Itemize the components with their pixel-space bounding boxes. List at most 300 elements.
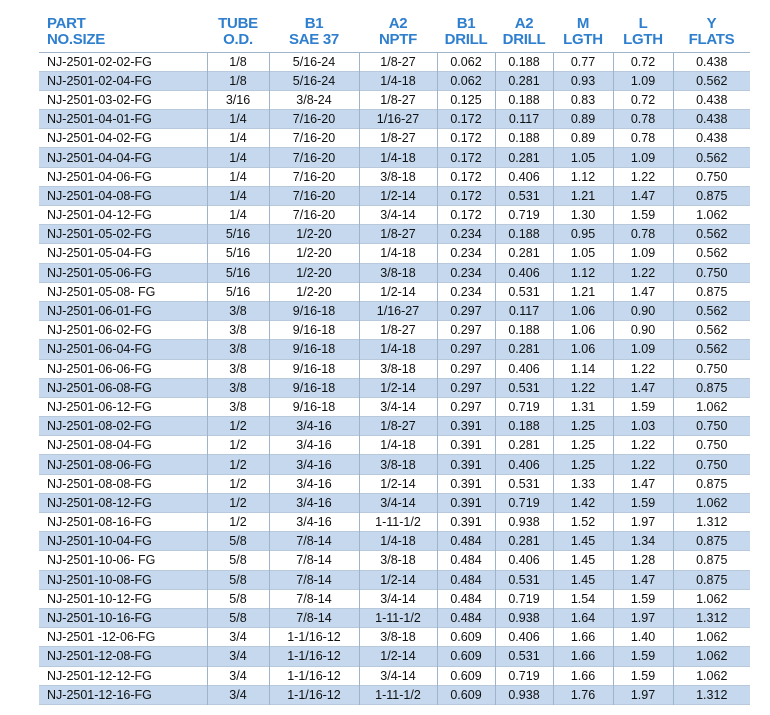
table-cell: 0.438 [673,129,750,148]
part-number-cell: NJ-2501-10-06- FG [39,551,207,570]
table-cell: 0.406 [495,167,553,186]
column-header-8 [673,10,750,52]
table-cell: 0.062 [437,52,495,71]
part-number-cell: NJ-2501-03-02-FG [39,90,207,109]
table-cell: 1.59 [613,647,673,666]
table-cell: 1.52 [553,513,613,532]
table-cell: 3/4-16 [269,436,359,455]
table-cell: 0.406 [495,359,553,378]
table-cell: 0.172 [437,167,495,186]
table-cell: 3/4-16 [269,513,359,532]
table-cell: 0.93 [553,71,613,90]
table-cell: 1.05 [553,244,613,263]
table-cell: 0.750 [673,263,750,282]
table-cell: 0.89 [553,129,613,148]
table-cell: 1.06 [553,321,613,340]
part-number-cell: NJ-2501-05-06-FG [39,263,207,282]
table-cell: 1/8-27 [359,225,437,244]
column-header-line1: Y [706,14,717,32]
column-header-7 [613,10,673,52]
table-cell: 0.172 [437,148,495,167]
table-cell: 0.875 [673,551,750,570]
table-cell: 1/8 [207,71,269,90]
table-cell: 0.234 [437,225,495,244]
table-cell: 1.47 [613,570,673,589]
table-row [39,52,750,71]
table-cell: 1/2-20 [269,282,359,301]
table-cell: 1.28 [613,551,673,570]
table-cell: 5/8 [207,532,269,551]
table-cell: 1/2-14 [359,186,437,205]
table-cell: 3/4 [207,666,269,685]
part-number-cell: NJ-2501-10-04-FG [39,532,207,551]
table-cell: 1/2 [207,493,269,512]
table-cell: 1.97 [613,608,673,627]
table-row [39,513,750,532]
column-header-line1: PART [47,14,86,32]
table-cell: 0.875 [673,474,750,493]
table-cell: 1.22 [613,359,673,378]
table-row [39,417,750,436]
table-cell: 1.54 [553,589,613,608]
table-cell: 9/16-18 [269,321,359,340]
table-row [39,129,750,148]
table-cell: 0.562 [673,71,750,90]
part-number-cell: NJ-2501-10-08-FG [39,570,207,589]
table-cell: 0.95 [553,225,613,244]
table-cell: 0.281 [495,148,553,167]
table-cell: 0.77 [553,52,613,71]
table-cell: 1.45 [553,570,613,589]
table-cell: 7/8-14 [269,570,359,589]
table-cell: 0.609 [437,647,495,666]
table-cell: 1/2 [207,455,269,474]
table-cell: 0.750 [673,436,750,455]
table-cell: 1.09 [613,71,673,90]
table-cell: 0.531 [495,570,553,589]
table-cell: 0.562 [673,340,750,359]
table-cell: 5/8 [207,570,269,589]
table-cell: 0.281 [495,71,553,90]
table-row [39,493,750,512]
table-row [39,167,750,186]
table-cell: 7/16-20 [269,206,359,225]
table-cell: 1.12 [553,263,613,282]
part-number-cell: NJ-2501-12-12-FG [39,666,207,685]
table-cell: 3/8-24 [269,90,359,109]
table-cell: 0.438 [673,90,750,109]
table-cell: 0.719 [495,666,553,685]
table-cell: 0.125 [437,90,495,109]
table-cell: 1.06 [553,340,613,359]
table-cell: 1.09 [613,340,673,359]
table-cell: 1-11-1/2 [359,685,437,704]
table-cell: 0.406 [495,628,553,647]
table-row [39,474,750,493]
column-header-5 [495,10,553,52]
table-cell: 0.062 [437,71,495,90]
column-header-line1: A2 [514,14,534,32]
table-cell: 7/16-20 [269,186,359,205]
table-row [39,148,750,167]
table-row [39,225,750,244]
table-cell: 1.59 [613,589,673,608]
column-header-line2: O.D. [223,30,253,48]
table-cell: 1/4-18 [359,436,437,455]
table-row [39,71,750,90]
table-cell: 0.391 [437,417,495,436]
table-cell: 0.78 [613,110,673,129]
table-cell: 1/4-18 [359,340,437,359]
table-cell: 0.172 [437,206,495,225]
spec-table-container [39,10,750,705]
table-row [39,608,750,627]
table-cell: 0.391 [437,493,495,512]
table-cell: 0.117 [495,301,553,320]
part-number-cell: NJ-2501-05-02-FG [39,225,207,244]
column-header-6 [553,10,613,52]
table-cell: 0.172 [437,129,495,148]
table-row [39,589,750,608]
table-row [39,282,750,301]
table-row [39,397,750,416]
table-cell: 0.719 [495,397,553,416]
table-cell: 3/8-18 [359,628,437,647]
part-number-cell: NJ-2501-04-04-FG [39,148,207,167]
table-cell: 0.188 [495,129,553,148]
table-cell: 0.531 [495,474,553,493]
part-number-cell: NJ-2501-06-01-FG [39,301,207,320]
table-cell: 3/4-14 [359,206,437,225]
part-number-cell: NJ-2501-12-08-FG [39,647,207,666]
part-number-cell: NJ-2501-06-08-FG [39,378,207,397]
table-cell: 7/16-20 [269,129,359,148]
table-row [39,206,750,225]
column-header-line1: M [576,14,590,32]
table-cell: 3/4-16 [269,493,359,512]
table-cell: 0.484 [437,570,495,589]
table-cell: 0.609 [437,685,495,704]
part-number-cell: NJ-2501-08-04-FG [39,436,207,455]
column-header-line2: FLATS [688,30,735,48]
table-cell: 1/2-20 [269,244,359,263]
table-cell: 5/16 [207,263,269,282]
table-cell: 0.297 [437,378,495,397]
table-cell: 1.062 [673,493,750,512]
table-cell: 0.609 [437,628,495,647]
table-cell: 1/2-20 [269,263,359,282]
table-cell: 7/8-14 [269,551,359,570]
table-cell: 5/16 [207,282,269,301]
table-cell: 1.59 [613,206,673,225]
table-cell: 0.875 [673,570,750,589]
part-number-cell: NJ-2501-05-04-FG [39,244,207,263]
table-cell: 0.719 [495,589,553,608]
table-cell: 1.12 [553,167,613,186]
header-row [39,10,750,52]
table-cell: 3/8 [207,301,269,320]
table-row [39,532,750,551]
table-cell: 9/16-18 [269,359,359,378]
table-row [39,186,750,205]
table-row [39,570,750,589]
table-cell: 0.297 [437,321,495,340]
table-cell: 1.66 [553,628,613,647]
table-cell: 0.188 [495,321,553,340]
table-cell: 1-1/16-12 [269,685,359,704]
table-cell: 0.172 [437,110,495,129]
part-number-cell: NJ-2501-06-04-FG [39,340,207,359]
table-cell: 1/8-27 [359,129,437,148]
table-cell: 3/8-18 [359,167,437,186]
table-cell: 1-1/16-12 [269,666,359,685]
table-cell: 3/4-14 [359,397,437,416]
table-cell: 1.062 [673,628,750,647]
table-cell: 3/8-18 [359,263,437,282]
table-cell: 1.25 [553,436,613,455]
table-cell: 0.562 [673,321,750,340]
table-cell: 1.42 [553,493,613,512]
table-cell: 5/16 [207,225,269,244]
table-cell: 3/4 [207,628,269,647]
table-cell: 1.45 [553,551,613,570]
table-cell: 0.531 [495,647,553,666]
table-cell: 0.391 [437,455,495,474]
table-cell: 0.719 [495,206,553,225]
table-cell: 0.750 [673,417,750,436]
table-cell: 0.188 [495,225,553,244]
table-cell: 0.531 [495,378,553,397]
table-cell: 0.281 [495,436,553,455]
table-row [39,321,750,340]
table-cell: 1/16-27 [359,301,437,320]
part-number-cell: NJ-2501-04-08-FG [39,186,207,205]
table-header [39,10,750,52]
part-number-cell: NJ-2501-04-01-FG [39,110,207,129]
table-cell: 3/4-16 [269,417,359,436]
table-row [39,359,750,378]
table-cell: 1/2-14 [359,570,437,589]
table-cell: 0.90 [613,301,673,320]
table-cell: 1.312 [673,513,750,532]
column-header-line2: LGTH [563,30,603,48]
table-cell: 1.09 [613,148,673,167]
table-cell: 1.66 [553,666,613,685]
table-cell: 1.33 [553,474,613,493]
table-cell: 0.484 [437,608,495,627]
table-cell: 1.47 [613,474,673,493]
part-number-cell: NJ-2501-06-06-FG [39,359,207,378]
table-cell: 0.750 [673,455,750,474]
table-cell: 1.47 [613,378,673,397]
part-number-cell: NJ-2501-08-02-FG [39,417,207,436]
table-cell: 1.64 [553,608,613,627]
table-cell: 0.188 [495,52,553,71]
table-cell: 9/16-18 [269,397,359,416]
part-number-cell: NJ-2501-06-12-FG [39,397,207,416]
table-cell: 3/8-18 [359,551,437,570]
table-row [39,263,750,282]
table-cell: 1.25 [553,417,613,436]
table-cell: 5/16-24 [269,52,359,71]
table-cell: 0.438 [673,52,750,71]
table-cell: 1.45 [553,532,613,551]
column-header-line2: DRILL [444,30,488,48]
table-cell: 1/8-27 [359,52,437,71]
table-cell: 1.22 [613,436,673,455]
table-cell: 7/16-20 [269,148,359,167]
table-cell: 1/4-18 [359,71,437,90]
table-cell: 0.938 [495,513,553,532]
table-cell: 0.719 [495,493,553,512]
table-cell: 1/8-27 [359,417,437,436]
table-row [39,628,750,647]
table-cell: 1.03 [613,417,673,436]
table-cell: 1.30 [553,206,613,225]
table-cell: 0.875 [673,532,750,551]
table-cell: 0.281 [495,532,553,551]
part-number-cell: NJ-2501-04-12-FG [39,206,207,225]
table-row [39,110,750,129]
table-cell: 7/16-20 [269,167,359,186]
table-cell: 0.117 [495,110,553,129]
table-cell: 1.22 [613,455,673,474]
table-cell: 3/8-18 [359,455,437,474]
table-cell: 0.938 [495,685,553,704]
part-number-cell: NJ-2501-04-02-FG [39,129,207,148]
part-number-cell: NJ-2501-06-02-FG [39,321,207,340]
part-number-cell: NJ-2501-12-16-FG [39,685,207,704]
table-cell: 0.391 [437,513,495,532]
table-cell: 0.72 [613,90,673,109]
table-cell: 1.59 [613,666,673,685]
table-cell: 1.312 [673,608,750,627]
table-cell: 1/16-27 [359,110,437,129]
table-cell: 0.562 [673,301,750,320]
table-cell: 1.47 [613,186,673,205]
table-cell: 1.31 [553,397,613,416]
column-header-line2: NPTF [379,30,417,48]
table-cell: 0.297 [437,340,495,359]
column-header-line2: SAE 37 [289,30,339,48]
table-cell: 0.609 [437,666,495,685]
table-cell: 1/2 [207,417,269,436]
table-cell: 1/2-20 [269,225,359,244]
table-cell: 3/4-14 [359,493,437,512]
table-cell: 1.21 [553,282,613,301]
table-cell: 1-11-1/2 [359,513,437,532]
part-number-cell: NJ-2501-08-16-FG [39,513,207,532]
table-cell: 1/2-14 [359,647,437,666]
table-cell: 1/4-18 [359,244,437,263]
table-cell: 0.391 [437,436,495,455]
table-cell: 9/16-18 [269,378,359,397]
table-cell: 1.06 [553,301,613,320]
table-cell: 1/8-27 [359,321,437,340]
table-cell: 1/2 [207,513,269,532]
table-cell: 1.062 [673,206,750,225]
table-cell: 0.406 [495,551,553,570]
table-row [39,378,750,397]
table-cell: 3/4 [207,685,269,704]
table-cell: 7/8-14 [269,608,359,627]
table-cell: 0.484 [437,551,495,570]
table-cell: 7/16-20 [269,110,359,129]
table-cell: 1/8-27 [359,90,437,109]
table-cell: 1/4-18 [359,532,437,551]
table-cell: 0.484 [437,532,495,551]
table-cell: 1-11-1/2 [359,608,437,627]
table-cell: 3/8 [207,359,269,378]
table-cell: 3/4-14 [359,589,437,608]
table-cell: 1/4 [207,129,269,148]
table-cell: 3/8 [207,321,269,340]
part-number-cell: NJ-2501-05-08- FG [39,282,207,301]
column-header-line2: NO.SIZE [47,30,105,48]
table-cell: 1.59 [613,493,673,512]
table-cell: 1.22 [613,263,673,282]
table-cell: 1/4-18 [359,148,437,167]
table-cell: 0.188 [495,417,553,436]
table-cell: 0.78 [613,225,673,244]
table-cell: 0.281 [495,244,553,263]
table-cell: 0.89 [553,110,613,129]
table-cell: 0.90 [613,321,673,340]
table-cell: 0.875 [673,378,750,397]
part-number-cell: NJ-2501-10-16-FG [39,608,207,627]
table-cell: 0.297 [437,359,495,378]
column-header-0 [39,10,207,52]
table-cell: 1/4 [207,206,269,225]
table-row [39,244,750,263]
table-cell: 1/2 [207,474,269,493]
table-cell: 1.062 [673,666,750,685]
table-cell: 1.97 [613,685,673,704]
table-cell: 0.484 [437,589,495,608]
table-cell: 5/8 [207,589,269,608]
table-cell: 3/8 [207,397,269,416]
table-cell: 0.188 [495,90,553,109]
table-cell: 1.34 [613,532,673,551]
table-cell: 3/4-16 [269,455,359,474]
table-row [39,90,750,109]
table-cell: 3/8-18 [359,359,437,378]
table-cell: 5/16 [207,244,269,263]
table-cell: 9/16-18 [269,340,359,359]
column-header-3 [359,10,437,52]
column-header-line1: B1 [456,14,476,32]
table-cell: 1.22 [613,167,673,186]
column-header-1 [207,10,269,52]
table-cell: 0.234 [437,244,495,263]
table-cell: 0.72 [613,52,673,71]
table-cell: 1.97 [613,513,673,532]
table-cell: 1/8 [207,52,269,71]
table-cell: 1.062 [673,397,750,416]
table-cell: 0.750 [673,167,750,186]
table-cell: 1-1/16-12 [269,628,359,647]
table-cell: 1.21 [553,186,613,205]
table-cell: 5/8 [207,551,269,570]
table-cell: 3/16 [207,90,269,109]
table-row [39,455,750,474]
table-cell: 1/4 [207,110,269,129]
table-cell: 0.562 [673,244,750,263]
table-cell: 5/8 [207,608,269,627]
table-row [39,340,750,359]
fitting-spec-table [39,10,750,705]
table-cell: 3/8 [207,340,269,359]
